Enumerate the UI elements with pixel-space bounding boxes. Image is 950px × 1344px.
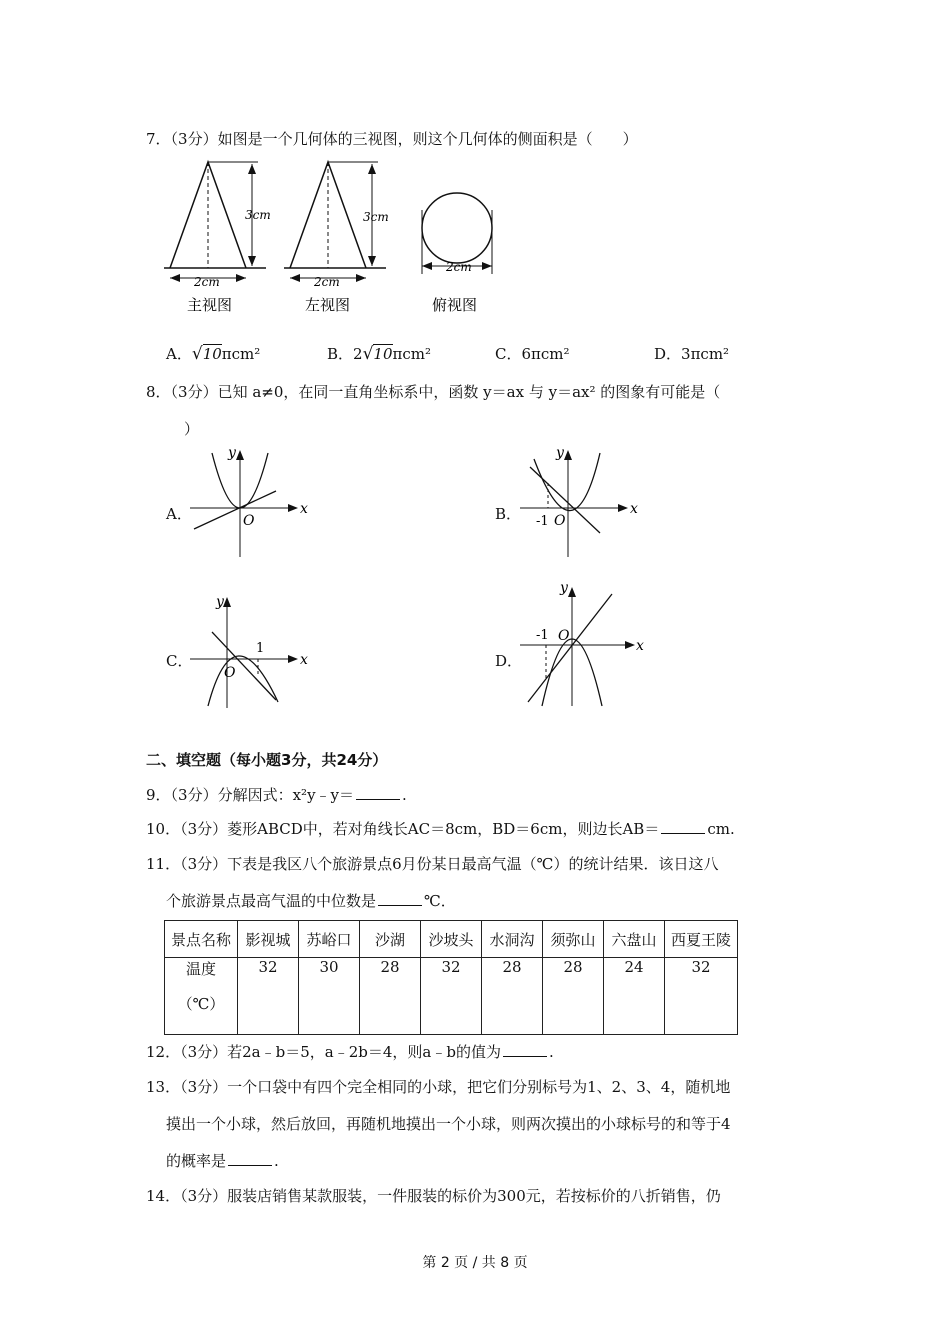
q10-number: 10． bbox=[146, 820, 181, 838]
table-cell: 28 bbox=[543, 958, 604, 1035]
temperature-table bbox=[164, 920, 738, 1035]
q7-three-view-figure bbox=[150, 150, 530, 320]
q10 bbox=[146, 818, 735, 839]
q11-end: ℃． bbox=[424, 892, 456, 910]
option-label: D． bbox=[654, 345, 682, 363]
q14-text: 服装店销售某款服装，一件服装的标价为300元，若按标价的八折销售，仍 bbox=[227, 1187, 721, 1205]
left-height-label: 3cm bbox=[363, 210, 389, 224]
q8-stem bbox=[146, 381, 720, 402]
origin-label: O bbox=[243, 513, 255, 529]
q12-end: . bbox=[548, 1043, 554, 1061]
row-label-line: （℃） bbox=[177, 995, 225, 1013]
q13-end: . bbox=[274, 1152, 279, 1170]
q7-number: 7． bbox=[146, 130, 171, 148]
table-header-cell: 沙坡头 bbox=[421, 921, 482, 958]
table-row bbox=[165, 958, 738, 1035]
table-cell: 30 bbox=[299, 958, 360, 1035]
table-row-label bbox=[165, 958, 238, 1035]
q13-line2: 摸出一个小球，然后放回，再随机地摸出一个小球，则两次摸出的小球标号的和等于4 bbox=[166, 1115, 731, 1133]
q10-score: （3分） bbox=[180, 820, 228, 838]
origin-label: O bbox=[554, 513, 566, 529]
table-header-cell: 水洞沟 bbox=[482, 921, 543, 958]
q7-option-b bbox=[327, 343, 431, 364]
page-footer: 第 2 页 / 共 8 页 bbox=[422, 1255, 528, 1271]
table-header-row bbox=[165, 921, 738, 958]
table-header-cell: 景点名称 bbox=[165, 921, 238, 958]
answer-blank[interactable] bbox=[228, 1164, 272, 1166]
q13-number: 13． bbox=[146, 1078, 181, 1096]
q13-score: （3分） bbox=[180, 1078, 228, 1096]
top-width-label: 2cm bbox=[446, 260, 472, 274]
x-axis-label: x bbox=[300, 501, 308, 517]
table-header-cell: 须弥山 bbox=[543, 921, 604, 958]
front-view bbox=[164, 162, 271, 314]
q8-score: （3分） bbox=[170, 383, 218, 401]
coefficient: 2 bbox=[353, 345, 363, 363]
q9-number: 9． bbox=[146, 786, 171, 804]
table-cell: 28 bbox=[360, 958, 421, 1035]
table-header-cell: 影视城 bbox=[238, 921, 299, 958]
q9-text: 分解因式：x²y﹣y＝ bbox=[217, 786, 355, 804]
sqrt-icon: √ bbox=[191, 344, 203, 364]
tick-label: -1 bbox=[536, 514, 549, 529]
q13-line3 bbox=[166, 1150, 279, 1171]
q11-text-2: 个旅游景点最高气温的中位数是 bbox=[166, 892, 377, 910]
option-unit: πcm² bbox=[392, 345, 432, 363]
option-text: 3πcm² bbox=[681, 345, 730, 363]
tick-label: -1 bbox=[536, 628, 549, 643]
option-label: A． bbox=[166, 345, 192, 363]
table-header-cell: 沙湖 bbox=[360, 921, 421, 958]
q7-text: 如图是一个几何体的三视图，则这个几何体的侧面积是（ ） bbox=[217, 130, 638, 148]
q10-end: cm. bbox=[707, 820, 735, 838]
x-axis-label: x bbox=[300, 652, 308, 668]
q8-option-a-label: A． bbox=[166, 505, 192, 523]
q8-option-b-label: B． bbox=[495, 505, 522, 523]
q10-text: 菱形ABCD中，若对角线长AC＝8cm，BD＝6cm，则边长AB＝ bbox=[227, 820, 660, 838]
q8-option-d-label: D． bbox=[495, 652, 523, 670]
answer-blank[interactable] bbox=[503, 1055, 547, 1057]
origin-label: O bbox=[558, 628, 570, 644]
q9-end: . bbox=[402, 786, 407, 804]
left-view bbox=[284, 162, 389, 314]
table-cell: 28 bbox=[482, 958, 543, 1035]
q14-score: （3分） bbox=[180, 1187, 228, 1205]
q8-graph-a bbox=[190, 445, 310, 560]
answer-blank[interactable] bbox=[356, 798, 400, 800]
x-axis-label: x bbox=[636, 638, 644, 654]
q8-option-c-label: C． bbox=[166, 652, 193, 670]
q13-text-3: 的概率是 bbox=[166, 1152, 227, 1170]
front-width-label: 2cm bbox=[194, 275, 220, 289]
origin-label: O bbox=[224, 665, 236, 681]
table-cell: 32 bbox=[238, 958, 299, 1035]
option-text: 6πcm² bbox=[521, 345, 570, 363]
q13-text: 一个口袋中有四个完全相同的小球，把它们分别标号为1、2、3、4，随机地 bbox=[227, 1078, 731, 1096]
q8-graph-c bbox=[190, 590, 310, 710]
option-label: B． bbox=[327, 345, 354, 363]
left-width-label: 2cm bbox=[314, 275, 340, 289]
q14 bbox=[146, 1185, 721, 1206]
top-view bbox=[422, 193, 492, 314]
q8-number: 8． bbox=[146, 383, 171, 401]
table-cell: 32 bbox=[421, 958, 482, 1035]
q7-option-c bbox=[495, 343, 570, 364]
y-axis-label: y bbox=[560, 580, 568, 596]
radicand: 10 bbox=[202, 345, 222, 363]
radicand: 10 bbox=[373, 345, 393, 363]
q12-number: 12． bbox=[146, 1043, 181, 1061]
table-header-cell: 苏峪口 bbox=[299, 921, 360, 958]
y-axis-label: y bbox=[556, 445, 564, 461]
q14-number: 14． bbox=[146, 1187, 181, 1205]
answer-blank[interactable] bbox=[378, 904, 422, 906]
q12-text: 若2a﹣b＝5，a﹣2b＝4，则a﹣b的值为 bbox=[227, 1043, 501, 1061]
q12 bbox=[146, 1041, 554, 1062]
table-header-cell: 六盘山 bbox=[604, 921, 665, 958]
front-height-label: 3cm bbox=[245, 208, 271, 222]
section-2-title: 二、填空题（每小题3分，共24分） bbox=[146, 751, 388, 769]
q11-line2 bbox=[166, 890, 456, 911]
q7-stem bbox=[146, 128, 638, 149]
answer-blank[interactable] bbox=[661, 832, 705, 834]
front-view-caption: 主视图 bbox=[187, 296, 233, 314]
q8-text: 已知 a≠0，在同一直角坐标系中，函数 y＝ax 与 y＝ax² 的图象有可能是（ bbox=[217, 383, 721, 401]
tick-label: 1 bbox=[256, 641, 265, 656]
q7-option-d bbox=[654, 343, 729, 364]
option-unit: πcm² bbox=[221, 345, 261, 363]
y-axis-label: y bbox=[228, 445, 236, 461]
q13-line1 bbox=[146, 1076, 730, 1097]
top-view-caption: 俯视图 bbox=[432, 296, 478, 314]
q8-stem-end: ） bbox=[184, 420, 200, 438]
table-header-cell: 西夏王陵 bbox=[665, 921, 738, 958]
q7-score: （3分） bbox=[170, 130, 218, 148]
y-axis-label: y bbox=[216, 594, 224, 610]
q12-score: （3分） bbox=[180, 1043, 228, 1061]
q11-score: （3分） bbox=[180, 855, 228, 873]
left-view-caption: 左视图 bbox=[305, 296, 351, 314]
q8-graph-b bbox=[520, 445, 640, 560]
q9-score: （3分） bbox=[170, 786, 218, 804]
table-cell: 32 bbox=[665, 958, 738, 1035]
x-axis-label: x bbox=[630, 501, 638, 517]
q11-number: 11． bbox=[146, 855, 181, 873]
q11-line1 bbox=[146, 853, 718, 874]
table-cell: 24 bbox=[604, 958, 665, 1035]
sqrt-icon: √ bbox=[362, 344, 374, 364]
q7-option-a bbox=[166, 343, 260, 364]
row-label-line: 温度 bbox=[185, 960, 216, 978]
q8-graph-d bbox=[520, 578, 650, 710]
q9 bbox=[146, 784, 407, 805]
q11-text: 下表是我区八个旅游景点6月份某日最高气温（℃）的统计结果．该日这八 bbox=[227, 855, 719, 873]
option-label: C． bbox=[495, 345, 522, 363]
